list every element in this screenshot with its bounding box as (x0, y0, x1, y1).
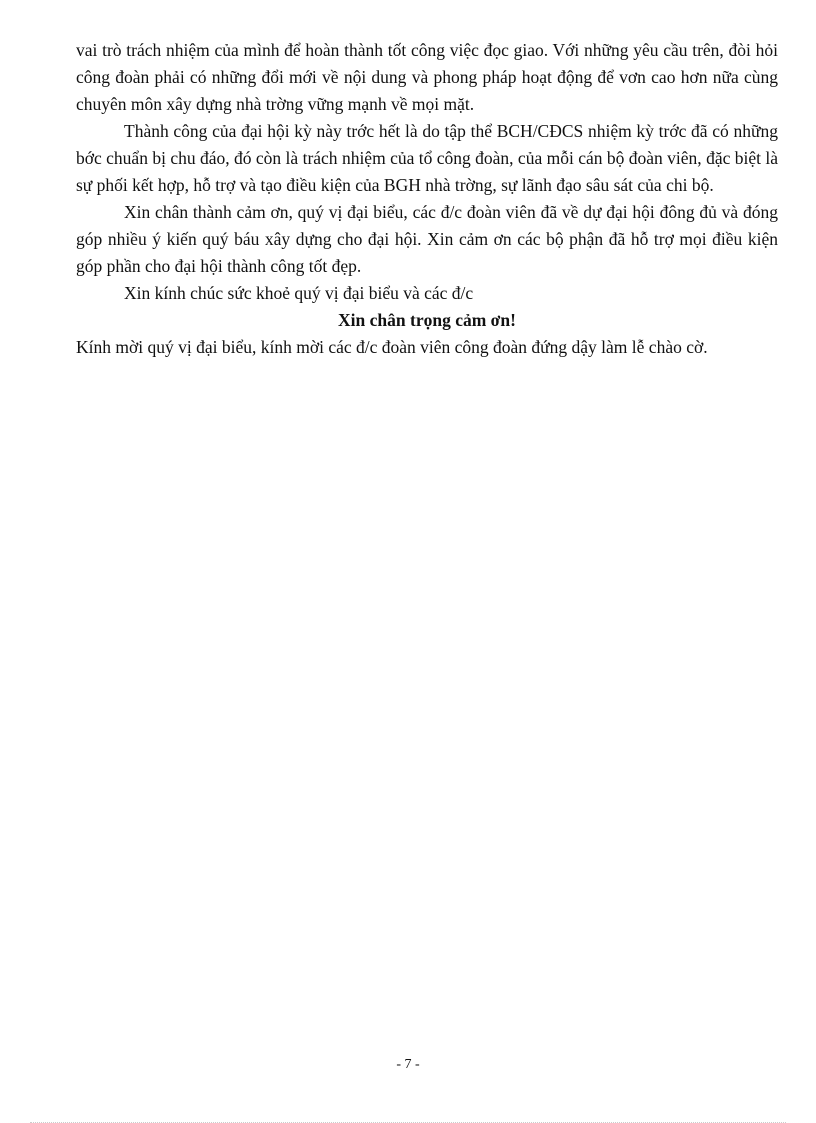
closing-title: Xin chân trọng cảm ơn! (338, 310, 516, 330)
document-body (76, 37, 778, 361)
paragraph-thanks: Xin chân thành cảm ơn, quý vị đại biểu, các đ/c đoàn viên đã về dự đại hội đông đủ và đóng góp nhiều ý kiến quý báu xây dựng cho đại hội. Xin cảm ơn các bộ phận đã hỗ trợ mọi điều kiện góp phần cho đại hội thành công tốt đẹp. (76, 202, 778, 276)
final-invitation: Kính mời quý vị đại biểu, kính mời các đ/c đoàn viên công đoàn đứng dậy làm lễ chào cờ. (76, 337, 708, 357)
paragraph-wishes: Xin kính chúc sức khoẻ quý vị đại biểu và các đ/c (124, 283, 474, 303)
page-number: - 7 - (396, 1057, 420, 1072)
paragraph-success: Thành công của đại hội kỳ này trớc hết là do tập thể BCH/CĐCS nhiệm kỳ trớc đã có những bớc chuẩn bị chu đáo, đó còn là trách nhiệm của tổ công đoàn, của mỗi cán bộ đoàn viên, đặc biệt là sự phối kết hợp, hỗ trợ và tạo điều kiện của BGH nhà trờng, sự lãnh đạo sâu sát của chi bộ. (76, 121, 778, 195)
paragraph-responsibility: vai trò trách nhiệm của mình để hoàn thành tốt công việc đọc giao. Với những yêu cầu trên, đòi hỏi công đoàn phải có những đổi mới về nội dung và phong pháp hoạt động để vơn cao hơn nữa cùng chuyên môn xây dựng nhà trờng vững mạnh về mọi mặt. (76, 40, 778, 114)
